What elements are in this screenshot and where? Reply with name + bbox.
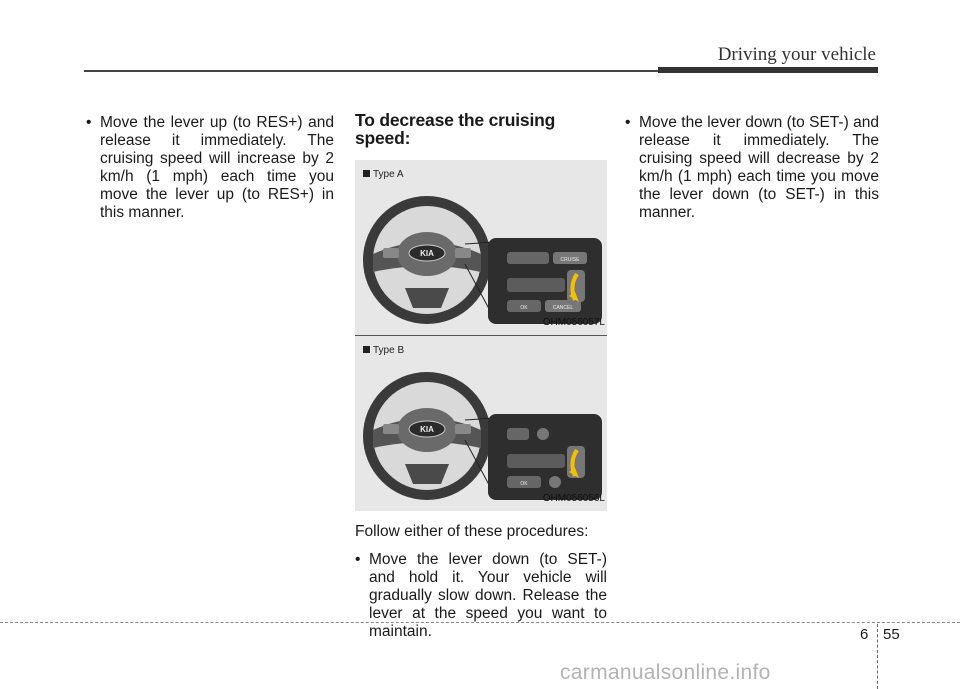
steering-wheel-illustration [355, 160, 607, 335]
page-number: 55 [883, 626, 900, 643]
type-a-label: Type A [363, 166, 404, 184]
kia-logo: KIA [420, 249, 434, 258]
bullet-increase-speed: • Move the lever up (to RES+) and release it immediately. The cruising speed will increase by 2 km/h (1 mph) each time you move the lever up (to RES+) in this manner. [86, 114, 334, 222]
header-rule-accent [658, 67, 878, 73]
figure-type-a [355, 160, 607, 335]
cancel-button-label: CANCEL [552, 305, 574, 311]
figure-a-code: OHM056057L [542, 317, 605, 328]
figure-type-b [355, 335, 607, 511]
running-header: Driving your vehicle [717, 44, 876, 65]
ok-button-label: OK [520, 305, 528, 311]
right-column [625, 114, 879, 222]
steering-wheel-illustration [355, 336, 607, 511]
chapter-number: 6 [860, 626, 869, 643]
page-number-separator [877, 624, 878, 689]
footer-rule [0, 622, 960, 623]
kia-logo: KIA [420, 425, 434, 434]
bullet-hold-lever: • Move the lever down (to SET-) and hold it. Your vehicle will gradually slow down. Release the lever at the speed you want to maintain. [355, 551, 607, 641]
bullet-decrease-speed: • Move the lever down (to SET-) and release it immediately. The cruising speed will decrease by 2 km/h (1 mph) each time you move the lever down (to SET-) in this manner. [625, 114, 879, 222]
section-heading: To decrease the cruising speed: [355, 110, 556, 148]
watermark: carmanualsonline.info [560, 661, 771, 684]
middle-column [355, 111, 607, 641]
ok-button-label: OK [520, 481, 528, 487]
type-b-label: Type B [363, 342, 404, 360]
left-column [86, 114, 334, 222]
cruise-button-label: CRUISE [560, 257, 580, 263]
procedure-intro: Follow either of these procedures: [355, 523, 589, 540]
figure-b-code: OHM056056L [542, 493, 605, 504]
